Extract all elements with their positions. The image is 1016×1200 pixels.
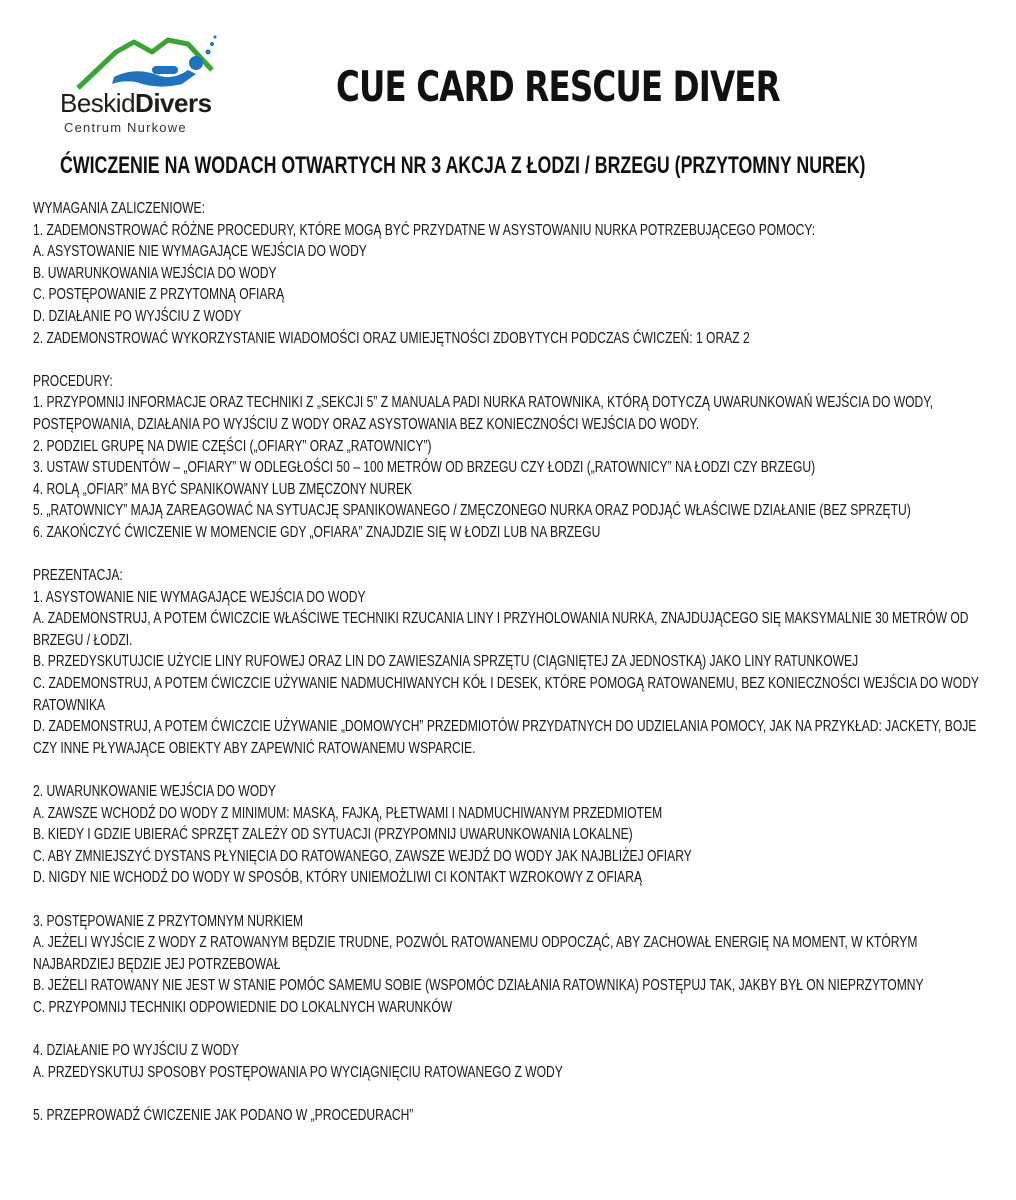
section-heading: 2. UWARUNKOWANIE WEJŚCIA DO WODY [33,783,276,801]
logo-name-bold: Divers [135,88,212,118]
section-line: A. JEŻELI WYJŚCIE Z WODY Z RATOWANYM BĘDZIE TRUDNE, POZWÓL RATOWANEMU ODPOCZĄĆ, ABY ZACHOWAŁ ENERGIĘ NA MOMENT, W KTÓRYM NAJBARDZIEJ BĘDZIE JEJ POTRZEBOWAŁ [33,934,918,973]
section-heading: 5. PRZEPROWADŹ ĆWICZENIE JAK PODANO W „PROCEDURACH” [33,1106,414,1124]
logo-name-regular: Beskid [60,88,136,118]
section-line: B. UWARUNKOWANIA WEJŚCIA DO WODY [33,264,277,282]
exercise-subtitle: ĆWICZENIE NA WODACH OTWARTYCH NR 3 AKCJA Z ŁODZI / BRZEGU (PRZYTOMNY NUREK) [60,152,866,179]
document-body [33,198,983,1148]
section-line: 6. ZAKOŃCZYĆ ĆWICZENIE W MOMENCIE GDY „OFIARA” ZNAJDZIE SIĘ W ŁODZI LUB NA BRZEGU [33,523,601,541]
section-line: 1. ASYSTOWANIE NIE WYMAGAJĄCE WEJŚCIA DO WODY [33,588,366,606]
section-line: 4. ROLĄ „OFIAR” MA BYĆ SPANIKOWANY LUB ZMĘCZONY NUREK [33,480,413,498]
section-line: B. KIEDY I GDZIE UBIERAĆ SPRZĘT ZALEŻY OD SYTUACJI (PRZYPOMNIJ UWARUNKOWANIA LOKALNE) [33,826,633,844]
document-section [33,911,983,1019]
document-section [33,198,983,349]
section-heading: WYMAGANIA ZALICZENIOWE: [33,200,205,217]
section-line: D. ZADEMONSTRUJ, A POTEM ĆWICZCIE UŻYWANIE „DOMOWYCH” PRZEDMIOTÓW PRZYDATNYCH DO UDZIELANIA POMOCY, JAK NA PRZYKŁAD: JACKETY, BOJE CZY INNE PŁYWAJĄCE OBIEKTY ABY ZAPEWNIĆ RATOWANEMU WSPARCIE. [33,718,977,757]
section-heading: 4. DZIAŁANIE PO WYJŚCIU Z WODY [33,1042,240,1060]
section-line: 2. PODZIEL GRUPĘ NA DWIE CZĘŚCI („OFIARY” ORAZ „RATOWNICY”) [33,437,432,455]
section-line: C. POSTĘPOWANIE Z PRZYTOMNĄ OFIARĄ [33,286,285,304]
document-section [33,565,983,759]
section-line: B. PRZEDYSKUTUJCIE UŻYCIE LINY RUFOWEJ ORAZ LIN DO ZAWIESZANIA SPRZĘTU (CIĄGNIĘTEJ ZA JEDNOSTKĄ) JAKO LINY RATUNKOWEJ [33,653,859,671]
section-heading: PREZENTACJA: [33,567,123,585]
beskid-divers-logo [56,30,226,136]
section-line: 1. ZADEMONSTROWAĆ RÓŻNE PROCEDURY, KTÓRE MOGĄ BYĆ PRZYDATNE W ASYSTOWANIU NURKA POTRZEBUJĄCEGO POMOCY: [33,221,816,239]
section-line: A. ZADEMONSTRUJ, A POTEM ĆWICZCIE WŁAŚCIWE TECHNIKI RZUCANIA LINY I PRZYHOLOWANIA NURKA, ZNAJDUJĄCEGO SIĘ MAKSYMALNIE 30 METRÓW OD BRZEGU / ŁODZI. [33,610,969,649]
document-section [33,1105,983,1127]
document-section [33,781,983,889]
document-section [33,1040,983,1083]
logo-wordmark [60,88,212,119]
section-line: C. ZADEMONSTRUJ, A POTEM ĆWICZCIE UŻYWANIE NADMUCHIWANYCH KÓŁ I DESEK, KTÓRE POMOGĄ RATOWANEMU, BEZ KONIECZNOŚCI WEJŚCIA DO WODY RATOWNIKA [33,675,979,714]
section-line: 3. USTAW STUDENTÓW – „OFIARY” W ODLEGŁOŚCI 50 – 100 METRÓW OD BRZEGU CZY ŁODZI („RATOWNICY” NA ŁODZI CZY BRZEGU) [33,459,816,477]
section-line: A. PRZEDYSKUTUJ SPOSOBY POSTĘPOWANIA PO WYCIĄGNIĘCIU RATOWANEGO Z WODY [33,1063,563,1081]
section-line: A. ZAWSZE WCHODŹ DO WODY Z MINIMUM: MASKĄ, FAJKĄ, PŁETWAMI I NADMUCHIWANYM PRZEDMIOTEM [33,804,663,822]
section-heading: 3. POSTĘPOWANIE Z PRZYTOMNYM NURKIEM [33,912,304,930]
section-line: B. JEŻELI RATOWANY NIE JEST W STANIE POMÓC SAMEMU SOBIE (WSPOMÓC DZIAŁANIA RATOWNIKA) POSTĘPUJ TAK, JAKBY BYŁ ON NIEPRZYTOMNY [33,977,924,995]
section-line: D. NIGDY NIE WCHODŹ DO WODY W SPOSÓB, KTÓRY UNIEMOŻLIWI CI KONTAKT WZROKOWY Z OFIARĄ [33,869,643,887]
section-line: A. ASYSTOWANIE NIE WYMAGAJĄCE WEJŚCIA DO WODY [33,243,367,261]
section-line: D. DZIAŁANIE PO WYJŚCIU Z WODY [33,307,242,325]
document-section [33,371,983,544]
section-line: 1. PRZYPOMNIJ INFORMACJE ORAZ TECHNIKI Z „SEKCJI 5” Z MANUALA PADI NURKA RATOWNIKA, KTÓRĄ DOTYCZĄ UWARUNKOWAŃ WEJŚCIA DO WODY, POSTĘPOWANIA, DZIAŁANIA PO WYJŚCIU Z WODY ORAZ ASYSTOWANIA BEZ KONIECZNOŚCI WEJŚCIA DO WODY. [33,394,934,433]
page-title: CUE CARD RESCUE DIVER [336,62,780,111]
section-line: 2. ZADEMONSTROWAĆ WYKORZYSTANIE WIADOMOŚCI ORAZ UMIEJĘTNOŚCI ZDOBYTYCH PODCZAS ĆWICZEŃ: 1 ORAZ 2 [33,329,750,347]
logo-tagline: Centrum Nurkowe [64,120,187,135]
section-heading: PROCEDURY: [33,372,113,390]
section-line: C. PRZYPOMNIJ TECHNIKI ODPOWIEDNIE DO LOKALNYCH WARUNKÓW [33,998,453,1016]
section-line: 5. „RATOWNICY” MAJĄ ZAREAGOWAĆ NA SYTUACJĘ SPANIKOWANEGO / ZMĘCZONEGO NURKA ORAZ PODJĄĆ WŁAŚCIWE DZIAŁANIE (BEZ SPRZĘTU) [33,502,911,520]
section-line: C. ABY ZMNIEJSZYĆ DYSTANS PŁYNIĘCIA DO RATOWANEGO, ZAWSZE WEJDŹ DO WODY JAK NAJBLIŻEJ OFIARY [33,847,692,865]
